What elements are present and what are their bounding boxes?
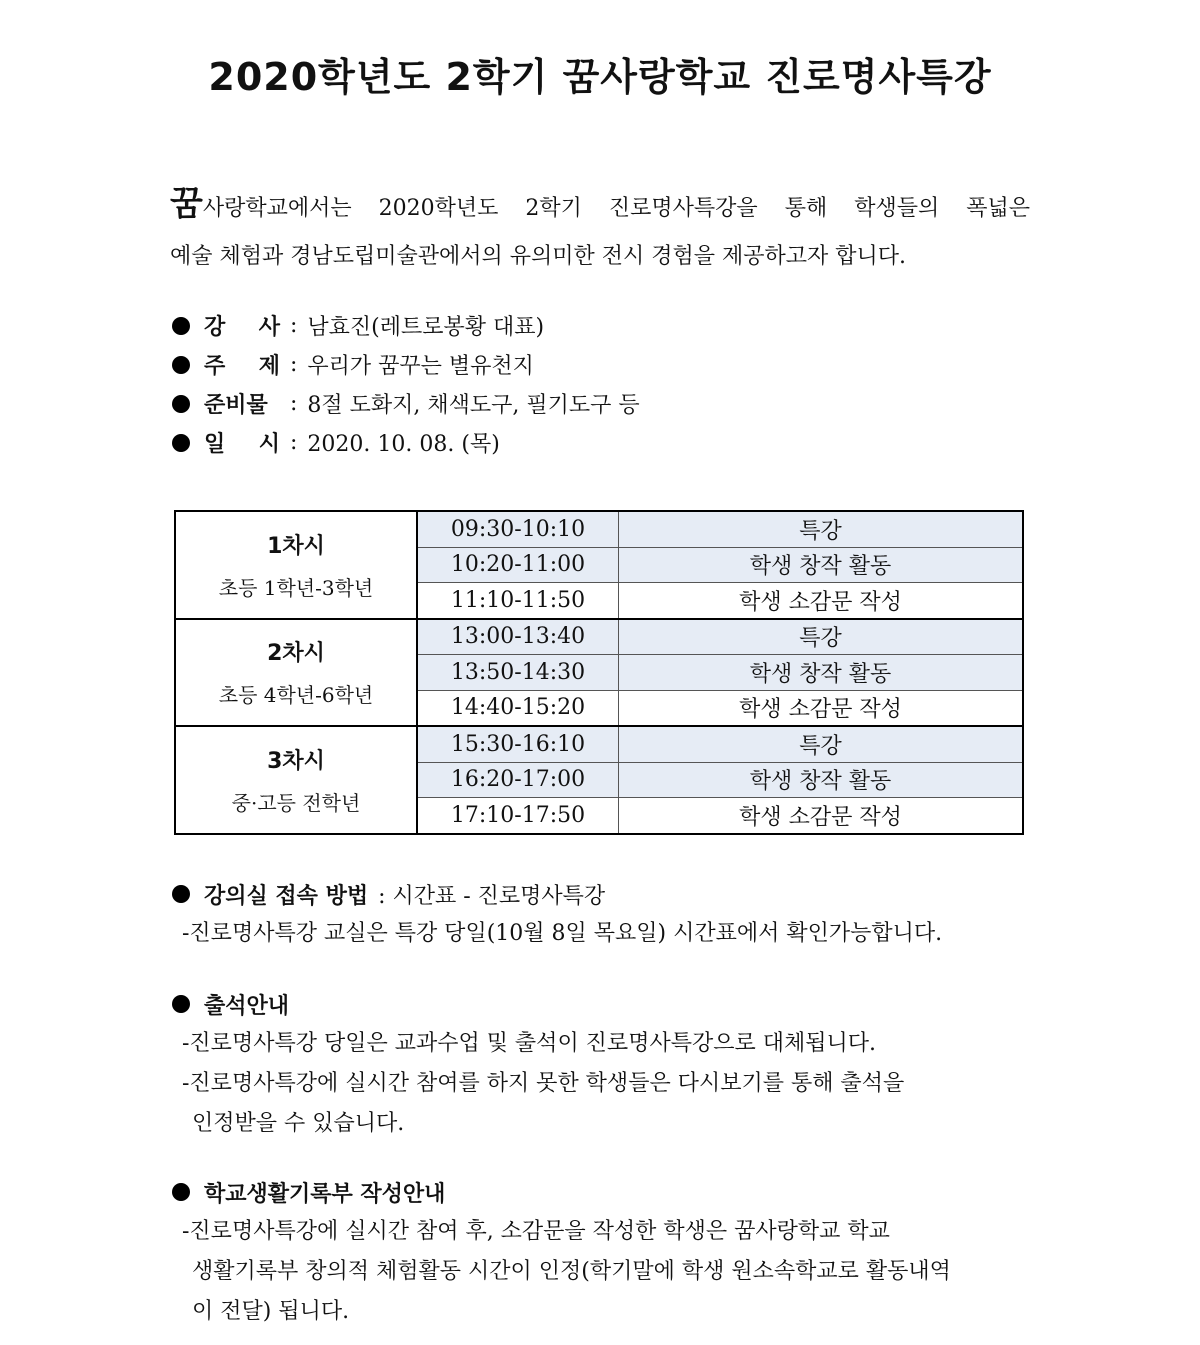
- bullet-icon: [172, 395, 190, 413]
- time-cell: 10:20-11:00: [417, 547, 619, 583]
- record-line: 이 전달) 됩니다.: [192, 1299, 350, 1324]
- access-line: -진로명사특강 교실은 특강 당일(10월 8일 목요일) 시간표에서 확인가능합니다.: [182, 921, 943, 946]
- bullet-icon: [172, 356, 190, 374]
- session-name: 3차시: [267, 748, 325, 774]
- table-row: [175, 619, 1023, 655]
- activity-cell: 학생 소감문 작성: [619, 583, 1024, 619]
- info-row: [172, 345, 640, 384]
- info-key: [204, 427, 280, 458]
- time-cell: 15:30-16:10: [417, 726, 619, 762]
- info-separator: :: [290, 430, 298, 455]
- session-name: 1차시: [267, 533, 325, 559]
- session-cell: [175, 511, 417, 619]
- activity-cell: 특강: [619, 619, 1024, 655]
- info-key-part: 일: [204, 432, 226, 457]
- activity-cell: 특강: [619, 511, 1024, 547]
- attendance-line: -진로명사특강 당일은 교과수업 및 출석이 진로명사특강으로 대체됩니다.: [182, 1031, 876, 1056]
- session-cell: [175, 726, 417, 834]
- info-row: [172, 384, 640, 423]
- record-line: 생활기록부 창의적 체험활동 시간이 인정(학기말에 학생 원소속학교로 활동내역: [192, 1259, 951, 1284]
- page-title: 2020학년도 2학기 꿈사랑학교 진로명사특강: [208, 55, 992, 99]
- info-value: 2020. 10. 08. (목): [307, 432, 500, 457]
- info-key-part: 제: [258, 354, 280, 379]
- attendance-section: [172, 984, 1032, 1144]
- table-row: [175, 511, 1023, 547]
- record-line: -진로명사특강에 실시간 참여 후, 소감문을 작성한 학생은 꿈사랑학교 학교: [182, 1219, 890, 1244]
- info-row: [172, 306, 640, 345]
- time-cell: 13:00-13:40: [417, 619, 619, 655]
- time-cell: 14:40-15:20: [417, 690, 619, 726]
- info-key-part: 사: [258, 315, 280, 340]
- intro-line-1-text: 사랑학교에서는 2020학년도 2학기 진로명사특강을 통해 학생들의 폭넓은: [202, 196, 1030, 221]
- session-cell: [175, 619, 417, 727]
- time-cell: 11:10-11:50: [417, 583, 619, 619]
- session-name: 2차시: [267, 641, 325, 667]
- intro-initial: 꿈: [170, 184, 203, 224]
- info-separator: :: [290, 313, 298, 338]
- bullet-icon: [172, 885, 190, 903]
- session-target: 중·고등 전학년: [231, 790, 361, 815]
- attendance-line: 인정받을 수 있습니다.: [192, 1111, 405, 1136]
- activity-cell: 학생 창작 활동: [619, 762, 1024, 798]
- intro-line-1: [170, 176, 1030, 237]
- info-separator: :: [290, 352, 298, 377]
- activity-cell: 학생 소감문 작성: [619, 798, 1024, 834]
- record-title: 학교생활기록부 작성안내: [204, 1181, 446, 1207]
- intro-line-2: 예술 체험과 경남도립미술관에서의 유의미한 전시 경험을 제공하고자 합니다.: [170, 244, 907, 269]
- info-key: [204, 349, 280, 380]
- activity-cell: 학생 소감문 작성: [619, 690, 1024, 726]
- attendance-line: -진로명사특강에 실시간 참여를 하지 못한 학생들은 다시보기를 통해 출석을: [182, 1071, 905, 1096]
- info-key-part: 주: [204, 354, 226, 379]
- info-key-part: 강: [204, 315, 226, 340]
- intro-paragraph: [170, 176, 1030, 277]
- bullet-icon: [172, 434, 190, 452]
- access-title: 강의실 접속 방법: [204, 883, 369, 909]
- session-target: 초등 1학년-3학년: [218, 575, 374, 600]
- bullet-icon: [172, 317, 190, 335]
- info-key: [204, 310, 280, 341]
- time-cell: 09:30-10:10: [417, 511, 619, 547]
- access-title-value: : 시간표 - 진로명사특강: [378, 883, 606, 909]
- record-section: [172, 1172, 1032, 1332]
- attendance-title: 출석안내: [204, 993, 290, 1019]
- bullet-icon: [172, 995, 190, 1013]
- activity-cell: 특강: [619, 726, 1024, 762]
- time-cell: 17:10-17:50: [417, 798, 619, 834]
- activity-cell: 학생 창작 활동: [619, 547, 1024, 583]
- info-key-part: 시: [258, 432, 280, 457]
- info-row: [172, 423, 640, 462]
- info-key-part: 준비물: [204, 393, 268, 418]
- activity-cell: 학생 창작 활동: [619, 655, 1024, 691]
- access-section: [172, 874, 1032, 954]
- info-value: 우리가 꿈꾸는 별유천지: [307, 354, 534, 379]
- info-value: 8절 도화지, 채색도구, 필기도구 등: [307, 393, 640, 418]
- info-list: [172, 306, 640, 462]
- info-separator: :: [290, 391, 298, 416]
- table-row: [175, 726, 1023, 762]
- session-target: 초등 4학년-6학년: [218, 683, 374, 708]
- time-cell: 13:50-14:30: [417, 655, 619, 691]
- info-key: [204, 388, 280, 419]
- schedule-table: [174, 510, 1024, 835]
- time-cell: 16:20-17:00: [417, 762, 619, 798]
- bullet-icon: [172, 1183, 190, 1201]
- info-value: 남효진(레트로봉황 대표): [307, 315, 545, 340]
